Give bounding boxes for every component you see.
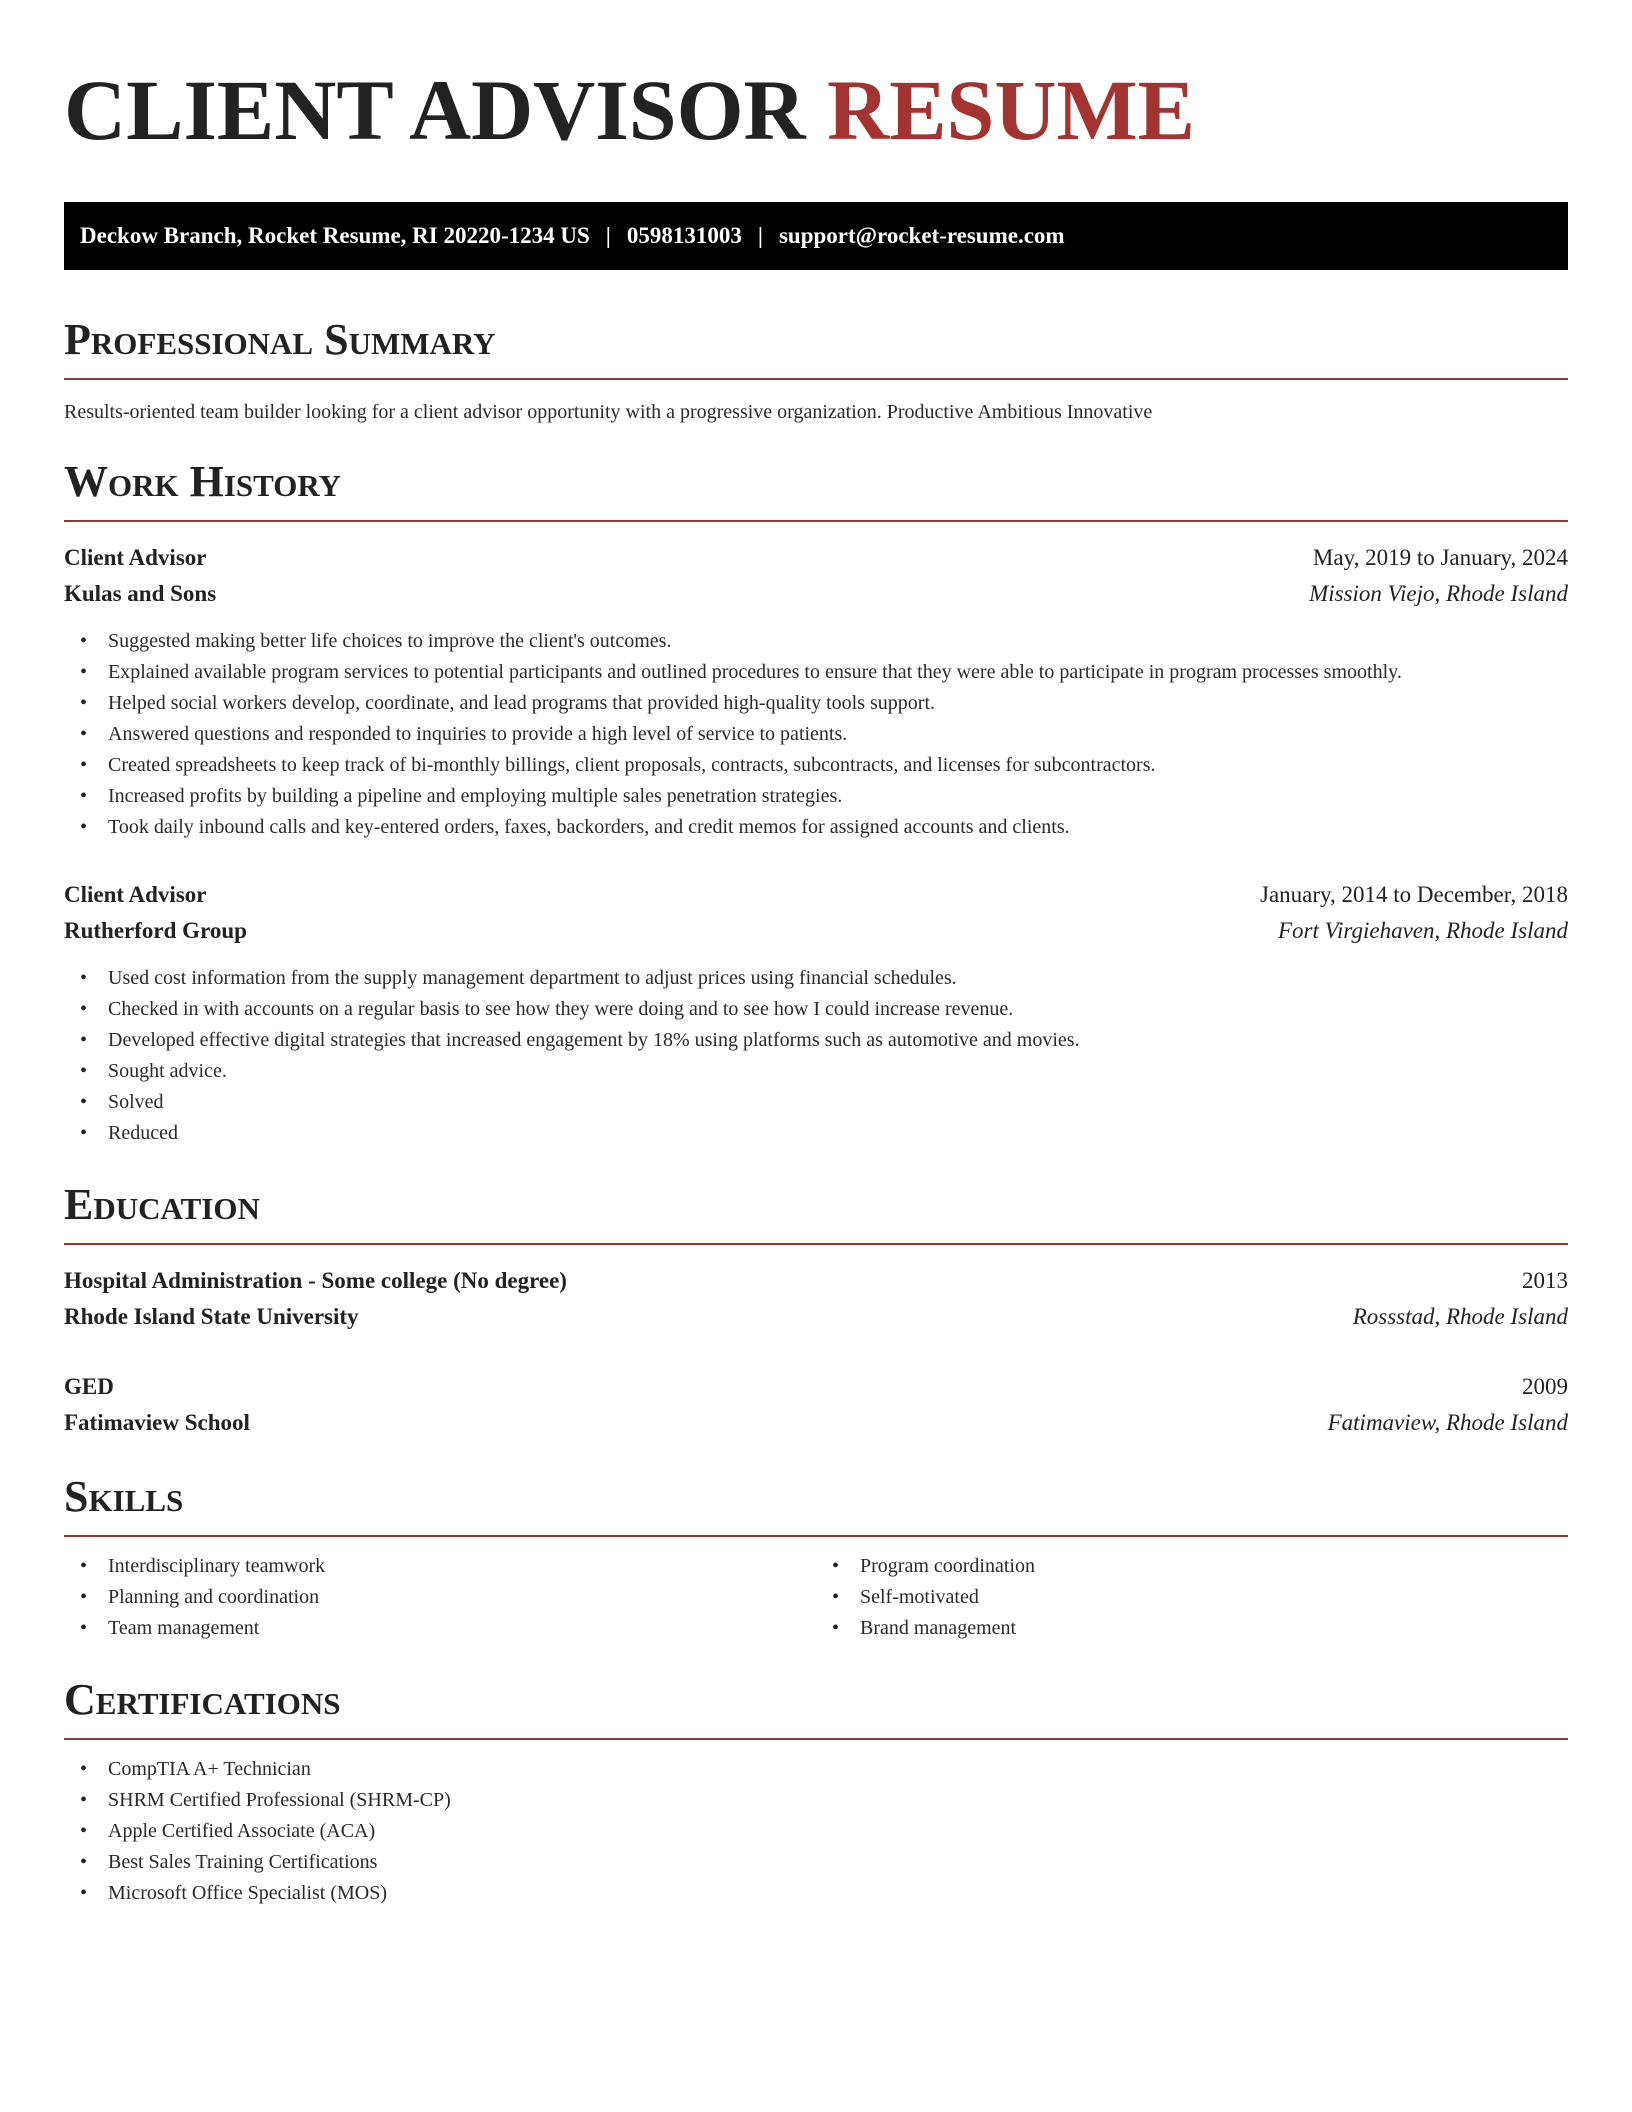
- list-item: • Answered questions and responded to inquiries to provide a high level of service to patients.: [64, 719, 1568, 750]
- section-divider: [64, 1535, 1568, 1537]
- education-year: 2009: [1522, 1374, 1568, 1399]
- work-history-section: [64, 456, 1568, 1149]
- title-accent: RESUME: [827, 62, 1196, 158]
- education-location: Rossstad, Rhode Island: [1352, 1304, 1568, 1329]
- job-location: Mission Viejo, Rhode Island: [1309, 581, 1568, 606]
- list-item: • Best Sales Training Certifications: [64, 1847, 1568, 1878]
- section-heading: Professional Summary: [64, 315, 496, 364]
- skills-section: [64, 1471, 1568, 1644]
- job-title: Client Advisor: [64, 882, 207, 907]
- list-item: • Planning and coordination: [64, 1582, 816, 1613]
- list-item: • Reduced: [64, 1118, 1568, 1149]
- job-dates: May, 2019 to January, 2024: [1312, 545, 1568, 570]
- resume-title: [64, 60, 1568, 160]
- education-school-row: [64, 1299, 1568, 1335]
- education-entry: [64, 1369, 1568, 1441]
- skills-list-left: [64, 1551, 816, 1644]
- list-item: • Developed effective digital strategies that increased engagement by 18% using platforms such as automotive and movies.: [64, 1025, 1568, 1056]
- certifications-list: [64, 1754, 1568, 1909]
- list-item: • Self-motivated: [816, 1582, 1568, 1613]
- education-degree: Hospital Administration - Some college (No degree): [64, 1268, 567, 1293]
- job-entry: [64, 877, 1568, 1149]
- education-section: [64, 1179, 1568, 1441]
- list-item: • Explained available program services to potential participants and outlined procedures to ensure that they were able to participate in program processes smoothly.: [64, 657, 1568, 688]
- summary-text: Results-oriented team builder looking for a client advisor opportunity with a progressive organization. Productive Ambitious Innovative: [64, 401, 1153, 423]
- list-item: • Apple Certified Associate (ACA): [64, 1816, 1568, 1847]
- list-item: • Interdisciplinary teamwork: [64, 1551, 816, 1582]
- list-item: • Team management: [64, 1613, 816, 1644]
- education-degree: GED: [64, 1374, 114, 1399]
- list-item: • Brand management: [816, 1613, 1568, 1644]
- section-divider: [64, 1738, 1568, 1740]
- contact-bar: [64, 202, 1568, 270]
- contact-phone[interactable]: 0598131003: [626, 223, 742, 248]
- education-entry: [64, 1263, 1568, 1335]
- list-item: • Took daily inbound calls and key-entered orders, faxes, backorders, and credit memos for assigned accounts and clients.: [64, 812, 1568, 843]
- skills-grid: [64, 1551, 1568, 1644]
- education-year: 2013: [1522, 1268, 1568, 1293]
- section-divider: [64, 1243, 1568, 1245]
- list-item: • Created spreadsheets to keep track of bi-monthly billings, client proposals, contracts, subcontracts, and licenses for subcontractors.: [64, 750, 1568, 781]
- job-title: Client Advisor: [64, 545, 207, 570]
- job-dates: January, 2014 to December, 2018: [1260, 882, 1568, 907]
- list-item: • Increased profits by building a pipeline and employing multiple sales penetration strategies.: [64, 781, 1568, 812]
- education-header-row: [64, 1369, 1568, 1405]
- job-company-row: [64, 913, 1568, 949]
- list-item: • Solved: [64, 1087, 1568, 1118]
- job-bullet-list: [64, 626, 1568, 843]
- list-item: • Helped social workers develop, coordinate, and lead programs that provided high-quality tools support.: [64, 688, 1568, 719]
- skills-list-right: [816, 1551, 1568, 1644]
- section-divider: [64, 378, 1568, 380]
- section-heading: Work History: [64, 457, 342, 506]
- list-item: • Microsoft Office Specialist (MOS): [64, 1878, 1568, 1909]
- job-header-row: [64, 540, 1568, 576]
- job-bullet-list: [64, 963, 1568, 1149]
- section-heading: Certifications: [64, 1675, 341, 1724]
- certifications-section: [64, 1674, 1568, 1909]
- job-header-row: [64, 877, 1568, 913]
- contact-address: Deckow Branch, Rocket Resume, RI 20220-1234 US: [80, 223, 590, 248]
- education-school: Rhode Island State University: [64, 1304, 359, 1329]
- list-item: • SHRM Certified Professional (SHRM-CP): [64, 1785, 1568, 1816]
- section-heading: Education: [64, 1180, 260, 1229]
- contact-separator: |: [757, 223, 763, 248]
- list-item: • Suggested making better life choices to improve the client's outcomes.: [64, 626, 1568, 657]
- education-school-row: [64, 1405, 1568, 1441]
- job-company: Kulas and Sons: [64, 581, 217, 606]
- education-location: Fatimaview, Rhode Island: [1327, 1410, 1568, 1435]
- contact-email[interactable]: support@rocket-resume.com: [778, 223, 1065, 248]
- list-item: • Checked in with accounts on a regular basis to see how they were doing and to see how I could increase revenue.: [64, 994, 1568, 1025]
- list-item: • Program coordination: [816, 1551, 1568, 1582]
- list-item: • Used cost information from the supply management department to adjust prices using financial schedules.: [64, 963, 1568, 994]
- professional-summary-section: [64, 314, 1568, 426]
- job-company-row: [64, 576, 1568, 612]
- list-item: • CompTIA A+ Technician: [64, 1754, 1568, 1785]
- job-company: Rutherford Group: [64, 918, 247, 943]
- education-school: Fatimaview School: [64, 1410, 250, 1435]
- list-item: • Sought advice.: [64, 1056, 1568, 1087]
- contact-separator: |: [605, 223, 611, 248]
- job-entry: [64, 540, 1568, 843]
- job-location: Fort Virgiehaven, Rhode Island: [1278, 918, 1568, 943]
- section-divider: [64, 520, 1568, 522]
- education-header-row: [64, 1263, 1568, 1299]
- title-main: CLIENT ADVISOR: [64, 62, 806, 158]
- section-heading: Skills: [64, 1472, 184, 1521]
